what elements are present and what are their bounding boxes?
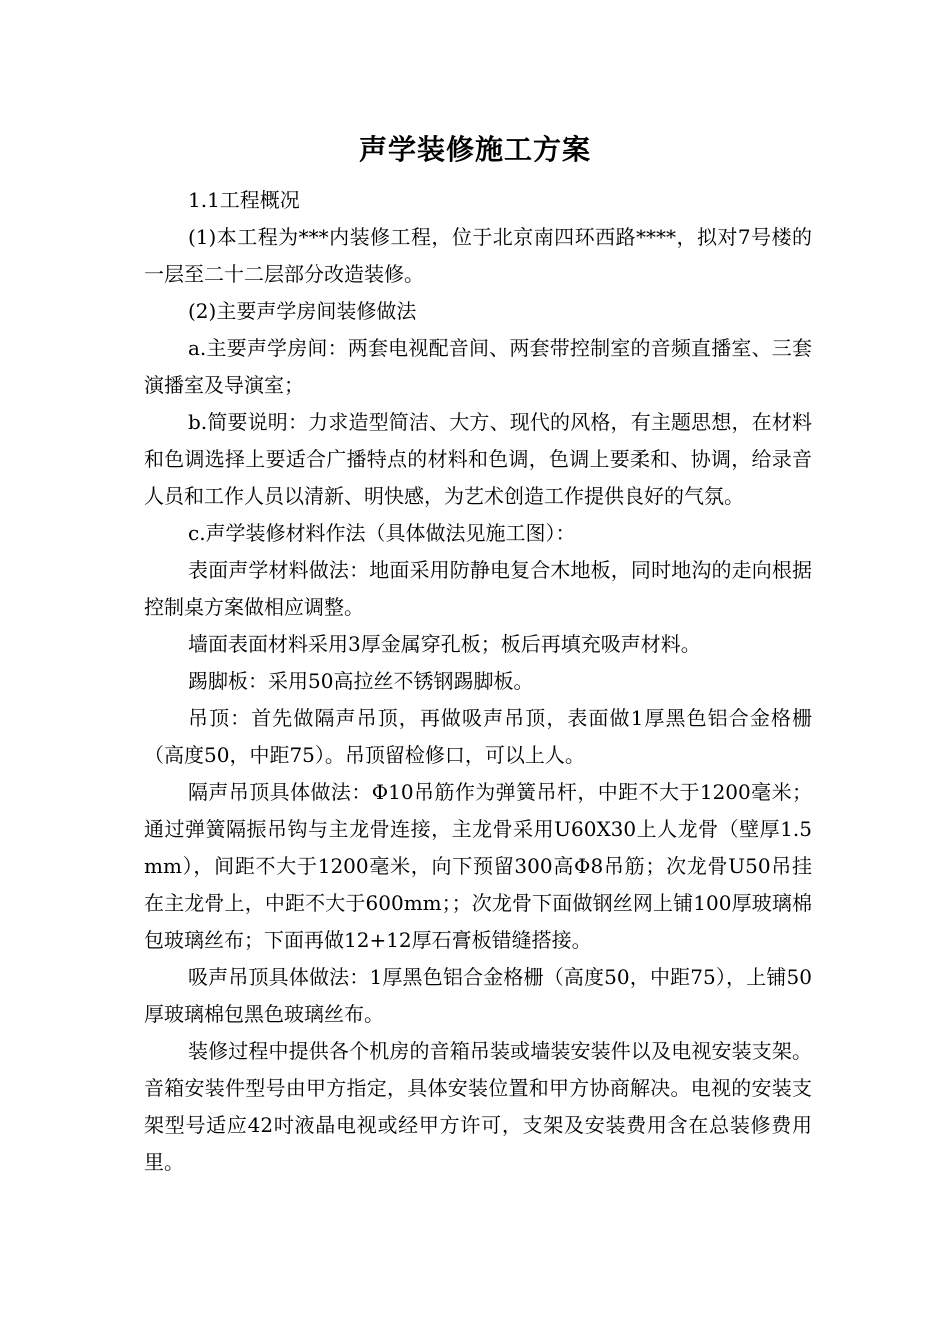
paragraph-floor: 表面声学材料做法：地面采用防静电复合木地板，同时地沟的走向根据控制桌方案做相应调整。	[144, 558, 812, 619]
paragraph-project-location: (1)本工程为***内装修工程，位于北京南四环西路****，拟对7号楼的一层至二十二层部分改造装修。	[144, 225, 812, 286]
paragraph-wall: 墙面表面材料采用3厚金属穿孔板；板后再填充吸声材料。	[188, 632, 701, 656]
document-title: 声学装修施工方案	[358, 133, 591, 166]
document-body	[144, 182, 812, 1181]
paragraph-brief: b.简要说明：力求造型简洁、大方、现代的风格，有主题思想，在材料和色调选择上要适合广播特点的材料和色调，色调上要柔和、协调，给录音人员和工作人员以清新、明快感，为艺术创造工作提供良好的气氛。	[144, 410, 812, 508]
subsection-heading: (2)主要声学房间装修做法	[188, 299, 417, 323]
paragraph-skirting: 踢脚板：采用50高拉丝不锈钢踢脚板。	[188, 669, 534, 693]
paragraph-isolation-ceiling: 隔声吊顶具体做法：Φ10吊筋作为弹簧吊杆，中距不大于1200毫米；通过弹簧隔振吊钩与主龙骨连接，主龙骨采用U60X30上人龙骨（壁厚1.5mm），间距不大于1200毫米，向下预留300高Φ8吊筋；次龙骨U50吊挂在主龙骨上，中距不大于600mm；；次龙骨下面做钢丝网上铺100厚玻璃棉包玻璃丝布；下面再做12+12厚石膏板错缝搭接。	[144, 780, 812, 952]
section-heading: 1.1工程概况	[188, 188, 300, 212]
paragraph-materials-heading: c.声学装修材料作法（具体做法见施工图）：	[188, 521, 576, 545]
paragraph-installation: 装修过程中提供各个机房的音箱吊装或墙装安装件以及电视安装支架。音箱安装件型号由甲方指定，具体安装位置和甲方协商解决。电视的安装支架型号适应42吋液晶电视或经甲方许可，支架及安装费用含在总装修费用里。	[144, 1039, 812, 1174]
paragraph-ceiling: 吊顶：首先做隔声吊顶，再做吸声吊顶，表面做1厚黑色铝合金格栅（高度50，中距75）。吊顶留检修口，可以上人。	[144, 706, 812, 767]
paragraph-absorption-ceiling: 吸声吊顶具体做法：1厚黑色铝合金格栅（高度50，中距75），上铺50厚玻璃棉包黑色玻璃丝布。	[144, 965, 812, 1026]
paragraph-rooms: a.主要声学房间：两套电视配音间、两套带控制室的音频直播室、三套演播室及导演室；	[144, 336, 812, 397]
